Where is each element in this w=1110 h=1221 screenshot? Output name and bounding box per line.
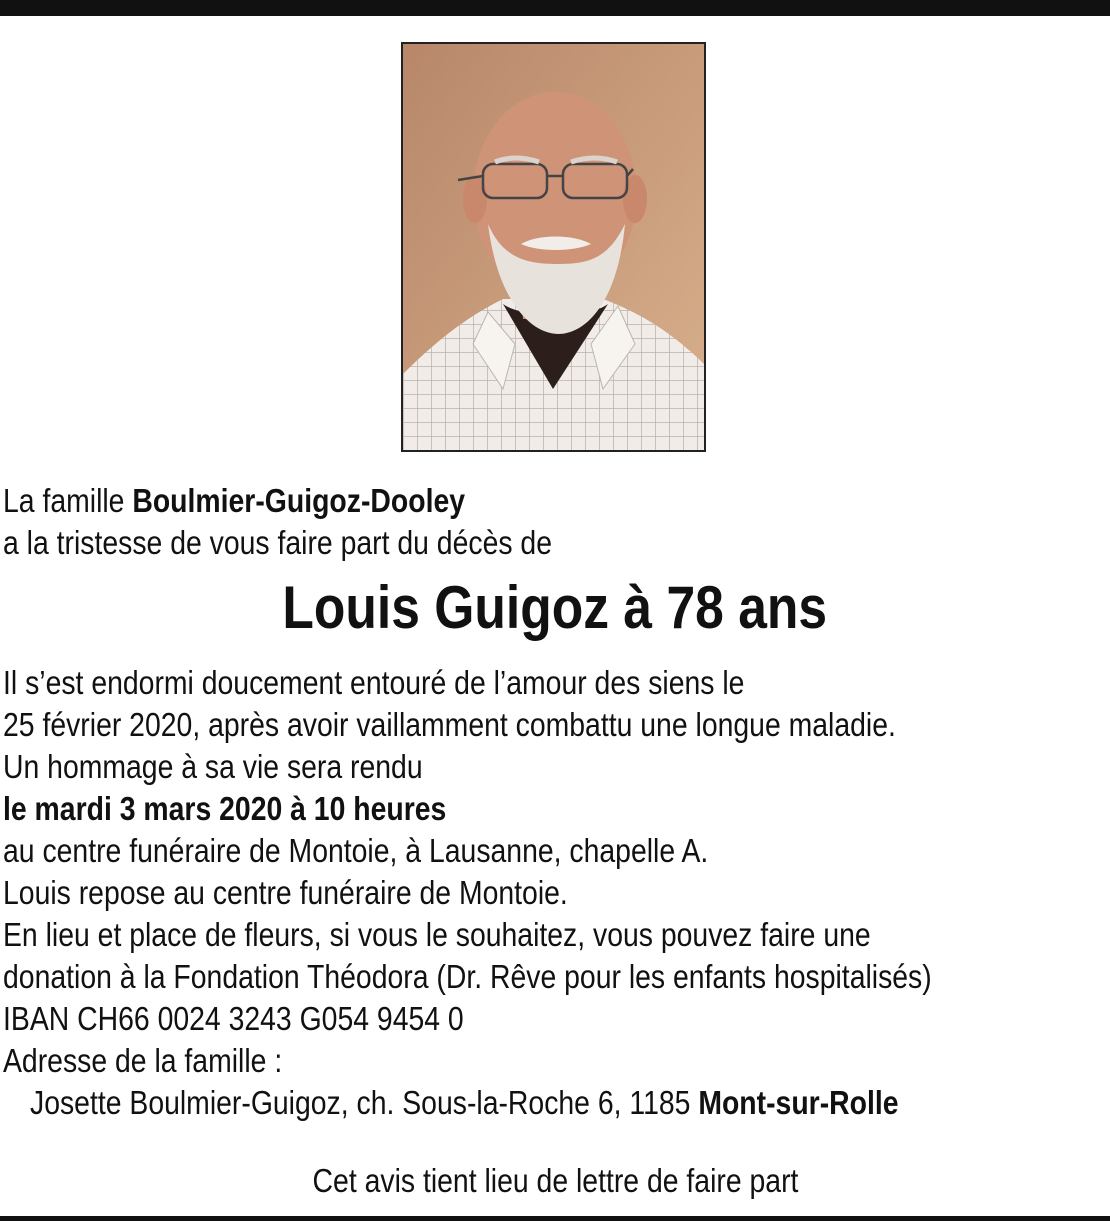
deceased-headline-text: Louis Guigoz à 78 ans (282, 574, 828, 641)
body-line-2: 25 février 2020, après avoir vaillamment combattu une longue maladie. (3, 706, 896, 743)
closing-note-text: Cet avis tient lieu de lettre de faire part (312, 1162, 798, 1199)
intro-line-1 (3, 480, 465, 522)
address-town: Mont-sur-Rolle (698, 1084, 899, 1121)
deceased-headline (0, 574, 1110, 642)
family-address (30, 1082, 899, 1124)
family-name: Boulmier-Guigoz-Dooley (132, 482, 466, 519)
intro-line-2: a la tristesse de vous faire part du décès de (3, 524, 553, 561)
address-label: Adresse de la famille : (3, 1042, 283, 1079)
body-line-7: En lieu et place de fleurs, si vous le souhaitez, vous pouvez faire une (3, 916, 871, 953)
address-text: Josette Boulmier-Guigoz, ch. Sous-la-Roche 6, 1185 (30, 1084, 699, 1121)
body-line-3: Un hommage à sa vie sera rendu (3, 748, 423, 785)
intro-prefix: La famille (3, 482, 133, 519)
top-rule (0, 0, 1110, 16)
iban: IBAN CH66 0024 3243 G054 9454 0 (3, 1000, 464, 1037)
ceremony-datetime-text: le mardi 3 mars 2020 à 10 heures (3, 790, 447, 827)
bottom-rule (0, 1216, 1110, 1221)
body-line-5: au centre funéraire de Montoie, à Lausanne, chapelle A. (3, 832, 709, 869)
body-line-8: donation à la Fondation Théodora (Dr. Rêve pour les enfants hospitalisés) (3, 958, 932, 995)
closing-note (0, 1160, 1110, 1202)
portrait-photo (401, 42, 706, 452)
ceremony-datetime (3, 788, 446, 830)
body-line-1: Il s’est endormi doucement entouré de l’amour des siens le (3, 664, 745, 701)
body-line-6: Louis repose au centre funéraire de Montoie. (3, 874, 568, 911)
